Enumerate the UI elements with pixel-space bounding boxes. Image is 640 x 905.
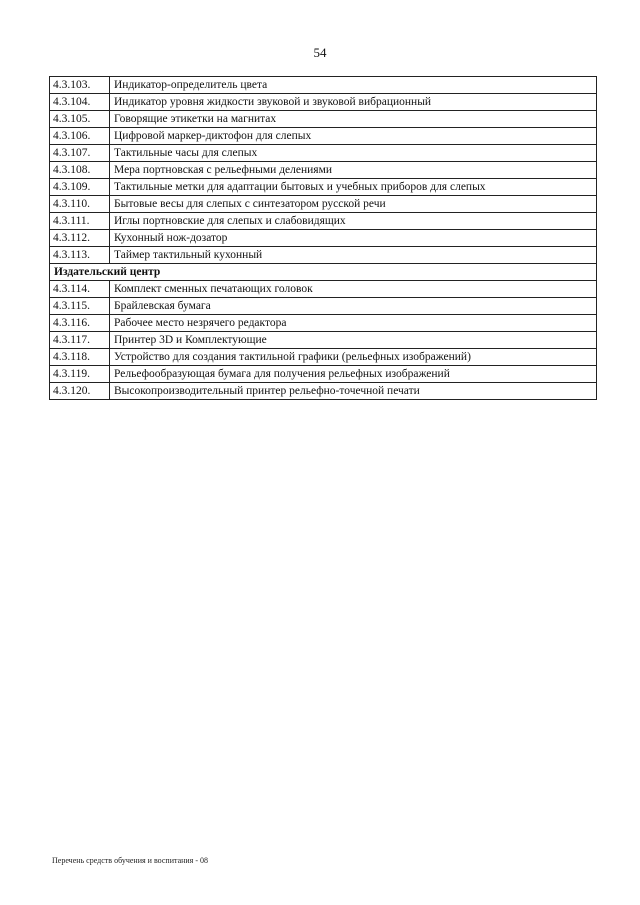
item-number: 4.3.113. [50, 247, 110, 264]
table-row [50, 230, 597, 247]
item-number: 4.3.108. [50, 162, 110, 179]
item-name: Тактильные часы для слепых [110, 145, 597, 162]
table-row [50, 162, 597, 179]
table-row [50, 111, 597, 128]
equipment-table-body [50, 77, 597, 400]
table-row [50, 298, 597, 315]
table-row [50, 332, 597, 349]
item-name: Иглы портновские для слепых и слабовидящих [110, 213, 597, 230]
equipment-table [49, 76, 597, 400]
table-row [50, 179, 597, 196]
item-name: Высокопроизводительный принтер рельефно-точечной печати [110, 383, 597, 400]
item-number: 4.3.112. [50, 230, 110, 247]
table-row [50, 145, 597, 162]
table-row [50, 94, 597, 111]
table-row [50, 366, 597, 383]
item-name: Брайлевская бумага [110, 298, 597, 315]
table-row [50, 247, 597, 264]
item-number: 4.3.115. [50, 298, 110, 315]
item-name: Рабочее место незрячего редактора [110, 315, 597, 332]
item-name: Цифровой маркер-диктофон для слепых [110, 128, 597, 145]
item-number: 4.3.104. [50, 94, 110, 111]
item-name: Комплект сменных печатающих головок [110, 281, 597, 298]
item-number: 4.3.110. [50, 196, 110, 213]
item-number: 4.3.106. [50, 128, 110, 145]
item-number: 4.3.116. [50, 315, 110, 332]
item-name: Рельефообразующая бумага для получения рельефных изображений [110, 366, 597, 383]
item-name: Устройство для создания тактильной графики (рельефных изображений) [110, 349, 597, 366]
table-row [50, 349, 597, 366]
page-footer: Перечень средств обучения и воспитания - 08 [52, 856, 209, 865]
item-name: Таймер тактильный кухонный [110, 247, 597, 264]
item-name: Кухонный нож-дозатор [110, 230, 597, 247]
item-name: Тактильные метки для адаптации бытовых и учебных приборов для слепых [110, 179, 597, 196]
item-name: Индикатор-определитель цвета [110, 77, 597, 94]
item-number: 4.3.117. [50, 332, 110, 349]
table-row [50, 213, 597, 230]
item-name: Принтер 3D и Комплектующие [110, 332, 597, 349]
section-title: Издательский центр [50, 264, 597, 281]
item-number: 4.3.111. [50, 213, 110, 230]
table-row [50, 383, 597, 400]
item-number: 4.3.118. [50, 349, 110, 366]
item-number: 4.3.119. [50, 366, 110, 383]
item-number: 4.3.103. [50, 77, 110, 94]
item-number: 4.3.109. [50, 179, 110, 196]
item-number: 4.3.107. [50, 145, 110, 162]
item-name: Мера портновская с рельефными делениями [110, 162, 597, 179]
table-row [50, 315, 597, 332]
item-number: 4.3.114. [50, 281, 110, 298]
page-number: 54 [313, 45, 327, 60]
table-row [50, 77, 597, 94]
item-name: Бытовые весы для слепых с синтезатором русской речи [110, 196, 597, 213]
item-name: Индикатор уровня жидкости звуковой и звуковой вибрационный [110, 94, 597, 111]
table-row [50, 196, 597, 213]
table-row [50, 128, 597, 145]
item-number: 4.3.120. [50, 383, 110, 400]
item-name: Говорящие этикетки на магнитах [110, 111, 597, 128]
item-number: 4.3.105. [50, 111, 110, 128]
table-row [50, 281, 597, 298]
section-row [50, 264, 597, 281]
